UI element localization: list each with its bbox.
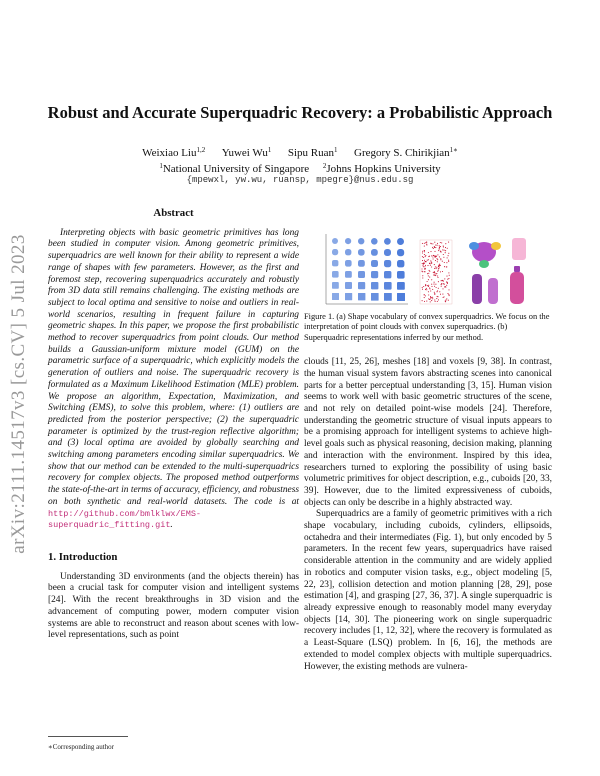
author-name: Yuwei Wu <box>221 147 268 159</box>
body-paragraph: Superquadrics are a family of geometric primitives with a rich shape vocabulary, including cuboids, cylinders, ellipsoids, octahedra and their intermediates (Fig. 1), but only encoded by 5 parameters. In the recent few years, superquadrics have raised considerable attention in the community and are widely applied in robotics and computer vision tasks, e.g., object modeling [5, 22, 23], collision detection and motion planning [28, 29], pose estimation [4], and grasping [27, 36, 37]. A single superquadric is already expressive enough to reasonably model many everyday objects [14, 30]. The pioneering work on single superquadric recovery includes [1, 12, 32], where the recovery is formulated as a Least-Square (LSQ) problem. In [6, 16], the methods are extended to model complex objects with multiple superquadrics. However, the existing methods are vulnera- <box>304 509 552 672</box>
right-column <box>304 232 552 673</box>
author-sup: 1∗ <box>449 146 458 154</box>
figure-caption: Figure 1. (a) Shape vocabulary of convex superquadrics. We focus on the interpretation of point clouds with convex superquadrics. (b) Superquadric representations inferred by our method. <box>304 312 550 342</box>
intro-paragraph: Understanding 3D environments (and the objects therein) has been a crucial task for computer vision and intelligent systems [24]. With the recent breakthroughs in 3D vision and the advancement of computing power, modern computer vision systems are able to reconstruct and reason about scenes with low-level representations, such as point <box>48 571 299 641</box>
section-heading-introduction: 1. Introduction <box>48 550 118 563</box>
abstract-body <box>48 228 299 532</box>
author-emails: {mpewxl, yw.wu, ruansp, mpegre}@nus.edu.sg <box>186 175 414 185</box>
affiliation-sup: 1 <box>159 162 163 170</box>
abstract-text: Interpreting objects with basic geometric primitives has long been studied in computer vision. Among geometric primitives, superquadrics are well known for their ability to represent a wide range of shapes with few parameters. However, as the first and foremost step, recovering superquadrics accurately and robustly from 3D data still remains challenging. The existing methods are subject to local optima and sensitive to noise and outliers in real-world scenarios, resulting in frequent failure in capturing geometric shapes. In this paper, we propose the first probabilistic method to recover superquadrics from point clouds. Our method builds a Gaussian-uniform mixture model (GUM) on the parametric surface of a superquadric, which explicitly models the generation of outliers and noise. The superquadric recovery is formulated as a Maximum Likelihood Estimation (MLE) problem. We propose an algorithm, Expectation, Maximization, and Switching (EMS), to solve this problem, where: (1) outliers are predicted from the posterior perspective; (2) the superquadric parameter is optimized by the trust-region reflective algorithm; and (3) local optima are avoided by globally searching and switching among parameters encoding similar superquadrics. We show that our method can be extended to the multi-superquadrics recovery for complex objects. The proposed method outperforms the state-of-the-art in terms of accuracy, efficiency, and robustness on both synthetic and real-world datasets. The code is at <box>48 227 299 507</box>
left-column <box>48 208 299 642</box>
author-name: Gregory S. Chirikjian <box>354 147 450 159</box>
body-paragraph: clouds [11, 25, 26], meshes [18] and voxels [9, 38]. In contrast, the human visual system favors abstracting scenes into canonical parts for a better perceptual understanding [3, 15]. Human vision seems to work well with basic geometric structures of the scene, and not rely on detailed point-wise models [24]. Therefore, understanding the geometric structure of visual inputs appears to be a promising approach for intelligent systems to achieve high-level goals such as physical reasoning, decision making, planning and interaction with the environment. Inspired by this idea, researchers turned to exploring the possibility of using basic volumetric primitives for object description, e.g., cuboids [20, 33, 39]. However, due to the limited expressiveness of cuboids, objects can only be describe in a highly abstracted way. <box>304 357 552 508</box>
author-sup: 1,2 <box>196 146 206 154</box>
author-block <box>0 144 600 176</box>
abstract-heading: Abstract <box>153 207 194 219</box>
author-name: Sipu Ruan <box>287 147 334 159</box>
affiliation-sup: 2 <box>322 162 327 170</box>
arxiv-sidebar-id: arXiv:2111.14517v3 [cs.CV] 5 Jul 2023 <box>8 234 29 554</box>
abstract-end: . <box>170 520 173 531</box>
code-link[interactable]: http://github.com/bmlklwx/EMS-superquadric_fitting.git <box>48 508 202 531</box>
paper-title: Robust and Accurate Superquadric Recovery: a Probabilistic Approach <box>47 103 553 122</box>
right-body <box>304 357 552 673</box>
author-sup: 1 <box>334 146 338 154</box>
footnote-rule <box>48 736 128 737</box>
footnote: ∗Corresponding author <box>48 743 114 751</box>
author-sup: 1 <box>267 146 272 154</box>
author-name: Weixiao Liu <box>142 147 197 159</box>
affiliation: National University of Singapore <box>162 163 310 175</box>
affiliation: Johns Hopkins University <box>326 163 441 175</box>
